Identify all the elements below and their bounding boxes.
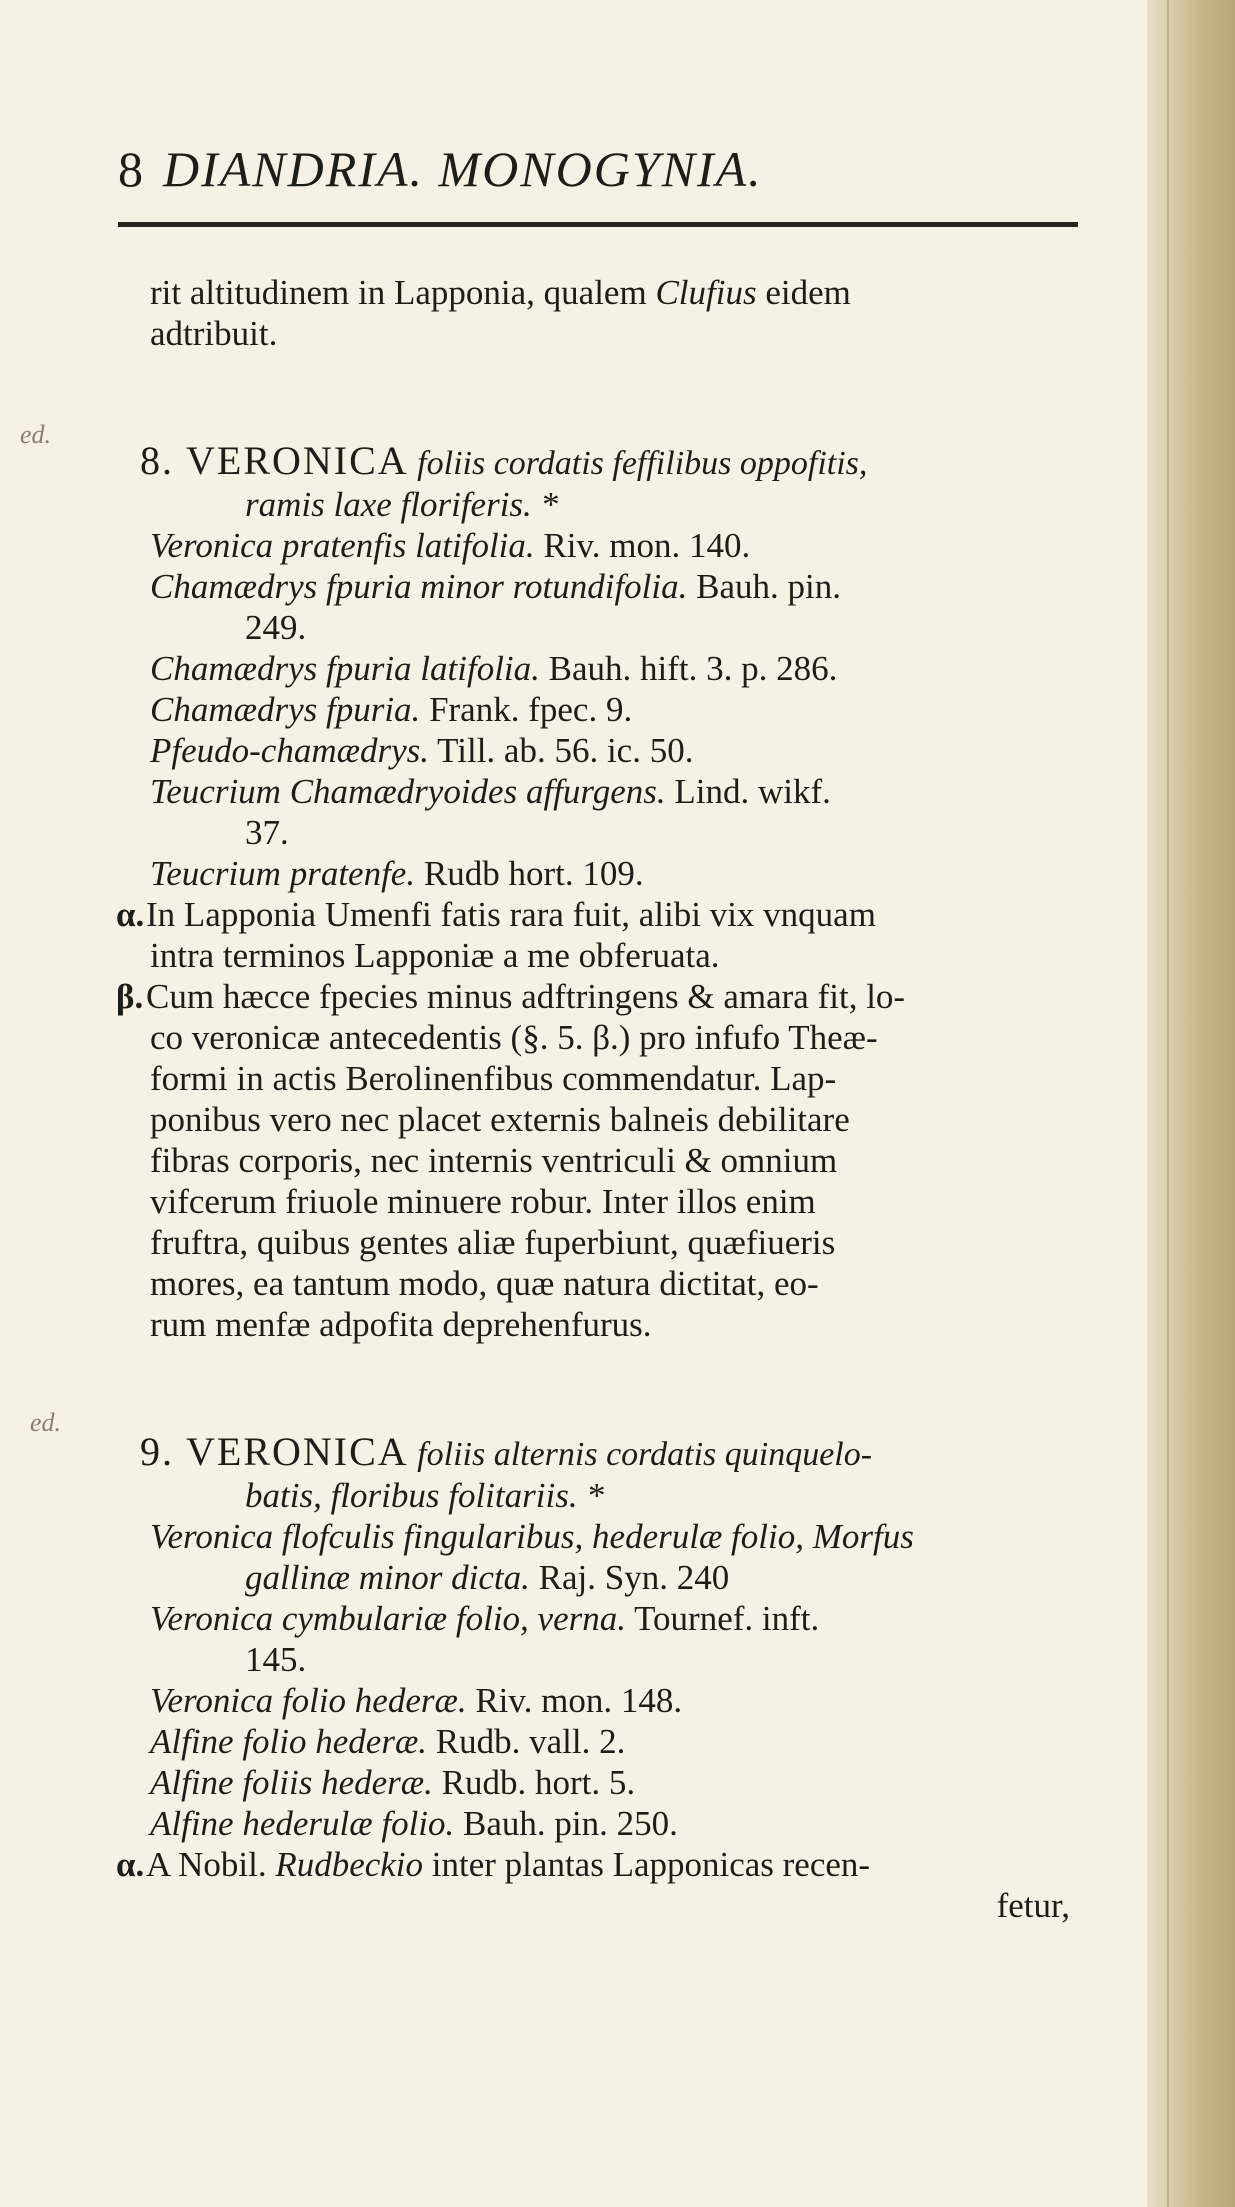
synonym-line: Chamædrys fpuria. Frank. fpec. 9. xyxy=(150,690,633,729)
page-body xyxy=(116,272,1070,1926)
observation-beta-line: formi in actis Berolinenfibus commendatur. Lap- xyxy=(150,1059,837,1098)
diagnosis-continued: batis, floribus folitariis. * xyxy=(245,1476,604,1515)
synonym-line: Alfine foliis hederæ. Rudb. hort. 5. xyxy=(150,1763,636,1802)
observation-alpha-continued: fetur, xyxy=(996,1886,1070,1925)
header-rule xyxy=(118,222,1078,227)
species-heading xyxy=(140,438,1070,484)
observation-beta-line: fruftra, quibus gentes aliæ fuperbiunt, quæfiueris xyxy=(150,1223,836,1262)
synonym-continued: 37. xyxy=(245,813,289,852)
page-gutter-shadow xyxy=(1147,0,1235,2207)
synonym-continued: 249. xyxy=(245,608,307,647)
text-line: adtribuit. xyxy=(150,314,278,353)
diagnosis: foliis alternis cordatis quinquelo- xyxy=(408,1436,873,1473)
observation-beta-line: mores, ea tantum modo, quæ natura dictitat, eo- xyxy=(150,1264,819,1303)
observation-beta-line: rum menfæ adpofita deprehenfurus. xyxy=(150,1305,652,1344)
alpha-marker: α. xyxy=(116,1845,145,1884)
observation-beta-line: fibras corporis, nec internis ventriculi & omnium xyxy=(150,1141,838,1180)
diagnosis-continued: ramis laxe floriferis. * xyxy=(245,485,559,524)
page-number: 8 xyxy=(118,141,145,197)
synonym-line: Chamædrys fpuria latifolia. Bauh. hift. 3. p. 286. xyxy=(150,649,838,688)
genus-name: VERONICA xyxy=(186,438,409,483)
margin-annotation: ed. xyxy=(30,1408,62,1437)
species-number: 9. xyxy=(140,1429,174,1474)
observation-beta-line: ponibus vero nec placet externis balneis debilitare xyxy=(150,1100,850,1139)
observation-beta-line: vifcerum friuole minuere robur. Inter illos enim xyxy=(150,1182,816,1221)
species-entry-9 xyxy=(116,1429,1070,1926)
synonym-line: Veronica folio hederæ. Riv. mon. 148. xyxy=(150,1681,683,1720)
running-title: DIANDRIA. MONOGYNIA. xyxy=(163,141,763,197)
beta-marker: β. xyxy=(116,977,144,1016)
diagnosis: foliis cordatis feffilibus oppofitis, xyxy=(408,445,868,482)
synonym-line: Alfine folio hederæ. Rudb. vall. 2. xyxy=(150,1722,626,1761)
running-header xyxy=(118,140,1018,200)
text-line: rit altitudinem in Lapponia, qualem Clufius eidem xyxy=(150,273,851,312)
alpha-marker: α. xyxy=(116,895,145,934)
synonym-continued: gallinæ minor dicta. Raj. Syn. 240 xyxy=(245,1558,730,1597)
observation-beta-line: co veronicæ antecedentis (§. 5. β.) pro infufo Theæ- xyxy=(150,1018,878,1057)
synonym-continued: 145. xyxy=(245,1640,307,1679)
genus-name: VERONICA xyxy=(186,1429,409,1474)
synonym-line: Veronica cymbulariæ folio, verna. Tournef. inft. xyxy=(150,1599,820,1638)
synonym-line: Veronica flofculis fingularibus, hederulæ folio, Morfus xyxy=(150,1517,914,1556)
synonym-line: Chamædrys fpuria minor rotundifolia. Bauh. pin. xyxy=(150,567,841,606)
observation-alpha: α.A Nobil. Rudbeckio inter plantas Lapponicas recen- xyxy=(116,1845,871,1884)
observation-alpha: α.In Lapponia Umenfi fatis rara fuit, alibi vix vnquam xyxy=(116,895,876,934)
synonym-line: Teucrium Chamædryoides affurgens. Lind. wikf. xyxy=(150,772,831,811)
synonym-line: Veronica pratenfis latifolia. Riv. mon. 140. xyxy=(150,526,751,565)
species-entry-8 xyxy=(116,438,1070,1345)
binding-edge xyxy=(1167,0,1169,2207)
species-heading xyxy=(140,1429,1070,1475)
species-number: 8. xyxy=(140,438,174,483)
observation-alpha-continued: intra terminos Lapponiæ a me obferuata. xyxy=(150,936,720,975)
synonym-line: Pfeudo-chamædrys. Till. ab. 56. ic. 50. xyxy=(150,731,694,770)
synonym-line: Alfine hederulæ folio. Bauh. pin. 250. xyxy=(150,1804,678,1843)
margin-annotation: ed. xyxy=(20,420,52,449)
observation-beta: β.Cum hæcce fpecies minus adftringens & amara fit, lo- xyxy=(116,977,906,1016)
synonym-line: Teucrium pratenfe. Rudb hort. 109. xyxy=(150,854,644,893)
